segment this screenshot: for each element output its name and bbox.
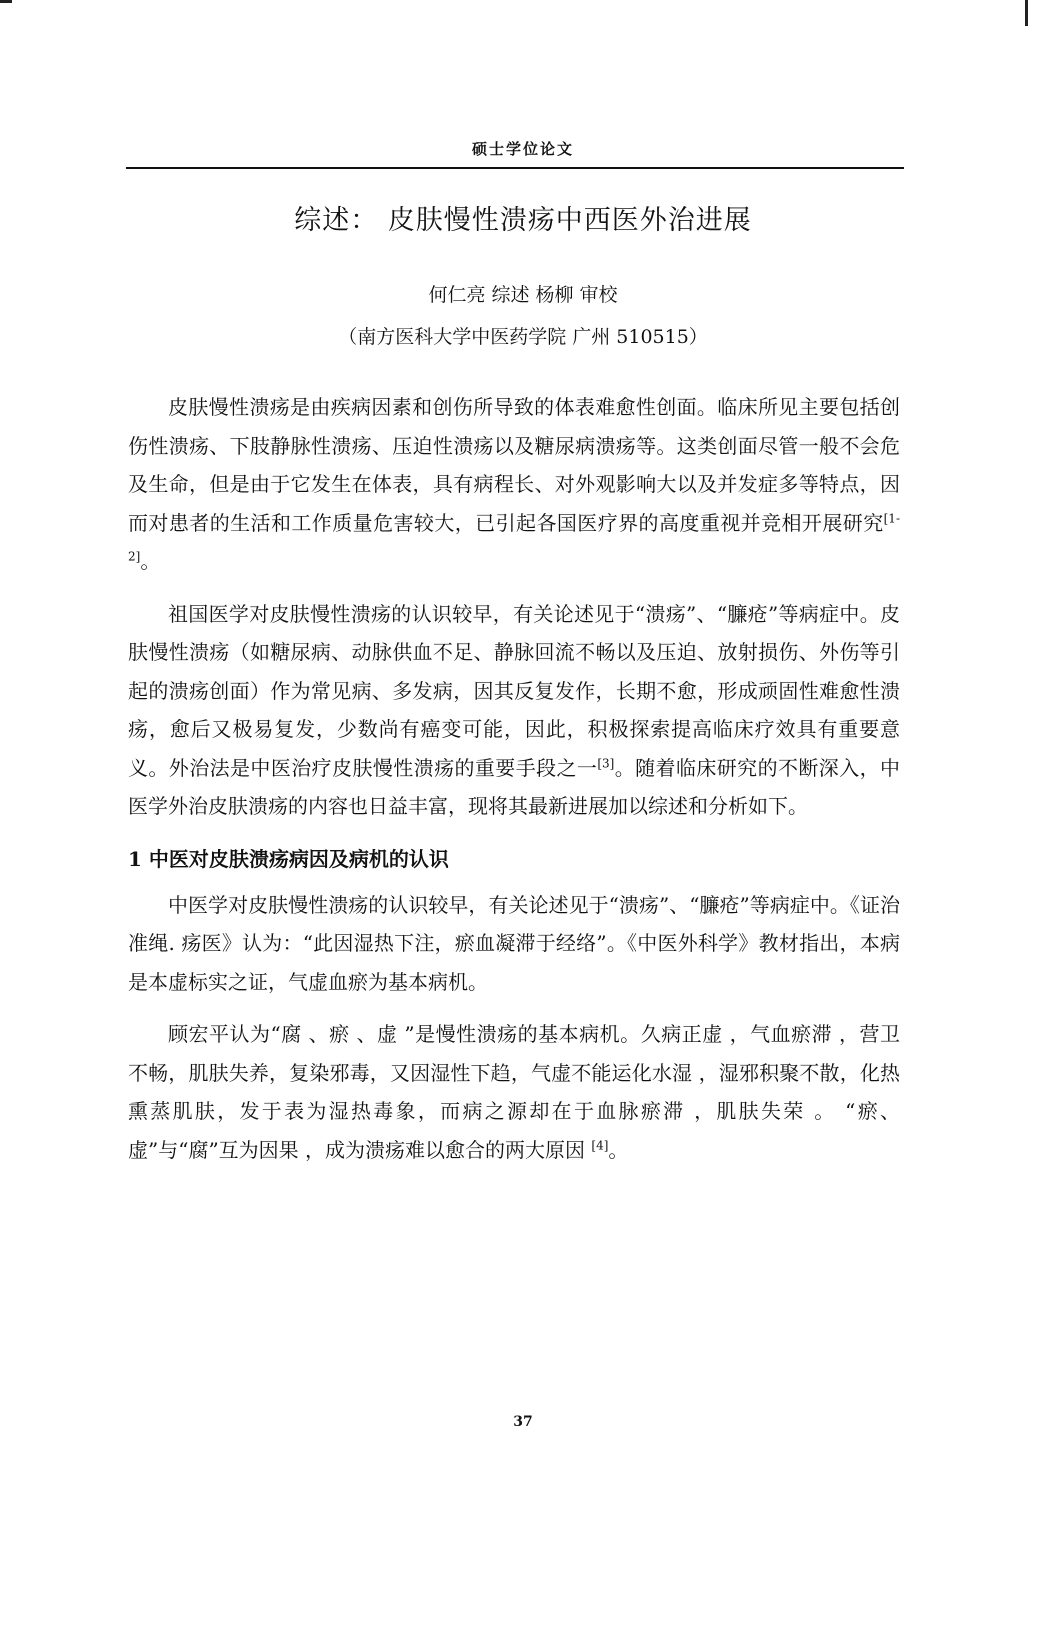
paragraph-text-tail: 。 bbox=[140, 549, 161, 573]
scan-corner-mark-right bbox=[1025, 0, 1028, 26]
body-paragraph-1 bbox=[128, 388, 900, 581]
header-rule bbox=[126, 167, 904, 169]
paragraph-text-tail: 。随着临床研究的不断深入，中医学外治皮肤溃疡的内容也日益丰富，现将其最新进展加以综述和分析如下。 bbox=[128, 755, 901, 818]
citation-ref: [1-2] bbox=[128, 510, 900, 564]
body-paragraph-4 bbox=[128, 1015, 900, 1169]
body-paragraph-2 bbox=[128, 595, 900, 826]
paragraph-text: 中医学对皮肤慢性溃疡的认识较早，有关论述见于“溃疡”、“臁疮”等病症中。《证治准绳. 疡医》认为：“此因湿热下注，瘀血凝滞于经络”。《中医外科学》教材指出，本病是本虚标实之证，气虚血瘀为基本病机。 bbox=[128, 892, 900, 994]
paragraph-text: 皮肤慢性溃疡是由疾病因素和创伤所导致的体表难愈性创面。临床所见主要包括创伤性溃疡、下肢静脉性溃疡、压迫性溃疡以及糖尿病溃疡等。这类创面尽管一般不会危及生命，但是由于它发生在体表，具有病程长、对外观影响大以及并发症多等特点，因而对患者的生活和工作质量危害较大，已引起各国医疗界的高度重视并竞相开展研究 bbox=[128, 395, 900, 535]
running-header: 硕士学位论文 bbox=[471, 140, 574, 158]
article-authors: 何仁亮 综述 杨柳 审校 bbox=[428, 284, 618, 306]
citation-ref: [3] bbox=[597, 755, 615, 770]
scan-corner-mark-left bbox=[0, 0, 12, 3]
paragraph-text: 顾宏平认为“腐 、瘀 、虚 ”是慢性溃疡的基本病机。久病正虚 ，气血瘀滞 ，营卫不畅，肌肤失养，复染邪毒，又因湿性下趋，气虚不能运化水湿 ，湿邪积聚不散，化热熏蒸肌肤，发于表为湿热毒象，而病之源却在于血脉瘀滞 ，肌肤失荣 。 “瘀、 虚”与“腐”互为因果 ，成为溃疡难以愈合的两大原因 bbox=[128, 1022, 900, 1162]
paragraph-text: 祖国医学对皮肤慢性溃疡的认识较早，有关论述见于“溃疡”、“臁疮”等病症中。皮肤慢性溃疡（如糖尿病、动脉供血不足、静脉回流不畅以及压迫、放射损伤、外伤等引起的溃疡创面）作为常见病、多发病，因其反复发作，长期不愈，形成顽固性难愈性溃疡，愈后又极易复发，少数尚有癌变可能，因此，积极探索提高临床疗效具有重要意义。外治法是中医治疗皮肤慢性溃疡的重要手段之一 bbox=[128, 601, 900, 780]
article-title: 综述： 皮肤慢性溃疡中西医外治进展 bbox=[294, 205, 752, 236]
page-number: 37 bbox=[513, 1414, 533, 1430]
section-heading-1: 1 中医对皮肤溃疡病因及病机的认识 bbox=[128, 846, 449, 871]
citation-ref: [4] bbox=[591, 1137, 609, 1152]
body-paragraph-3 bbox=[128, 886, 900, 1002]
paragraph-text-tail: 。 bbox=[608, 1137, 629, 1162]
article-body bbox=[128, 388, 900, 1183]
article-affiliation: （南方医科大学中医药学院 广州 510515） bbox=[338, 326, 708, 348]
